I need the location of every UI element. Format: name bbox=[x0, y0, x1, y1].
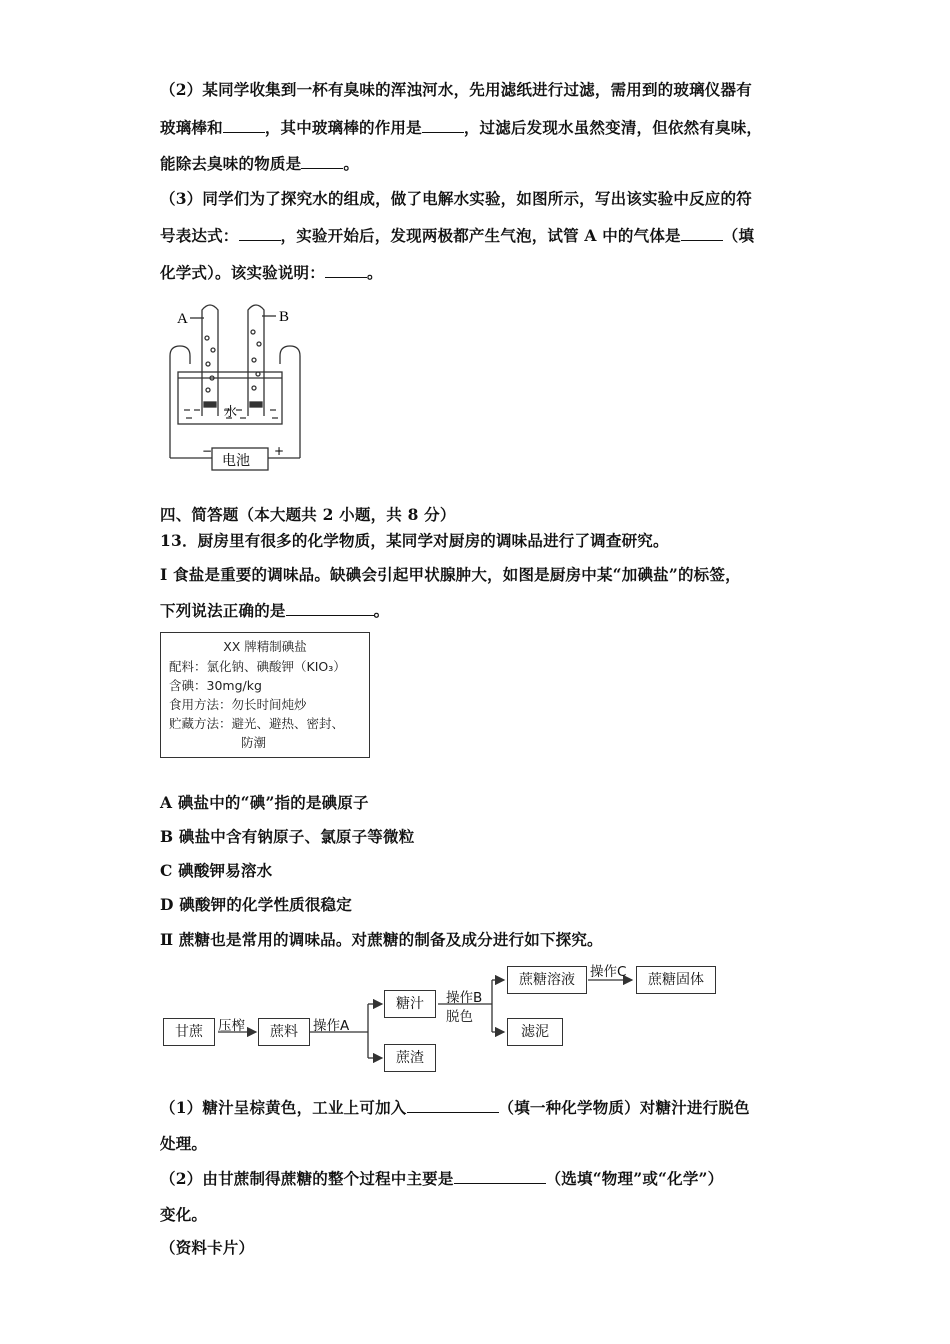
text: B 碘盐中含有钠原子、氯原子等微粒 bbox=[160, 827, 415, 846]
section-heading bbox=[160, 503, 456, 525]
part1-line1 bbox=[160, 563, 741, 585]
text: （填 bbox=[722, 226, 755, 245]
minus-sign: − bbox=[202, 444, 213, 458]
tube-b-label: B bbox=[279, 309, 290, 325]
q12-p2-line1 bbox=[160, 78, 752, 100]
text: C 碘酸钾易溶水 bbox=[160, 861, 273, 880]
info-card-heading bbox=[160, 1236, 254, 1258]
battery-label: 电池 bbox=[222, 453, 250, 469]
answer-blank[interactable] bbox=[223, 118, 265, 133]
flow-yazha-label: 压榨 bbox=[218, 1018, 245, 1034]
answer-blank[interactable] bbox=[422, 118, 464, 133]
answer-blank[interactable] bbox=[239, 226, 281, 241]
flow-zheliao: 蔗料 bbox=[258, 1018, 310, 1046]
text: D 碘酸钾的化学性质很稳定 bbox=[160, 895, 352, 914]
text: ，实验开始后，发现两极都产生气泡，试管 A 中的气体是 bbox=[280, 226, 681, 245]
salt-label-usage: 食用方法：勿长时间炖炒 bbox=[169, 697, 307, 712]
text: 变化。 bbox=[160, 1205, 208, 1224]
flow-op-c-label: 操作C bbox=[590, 964, 627, 980]
text: （1）糖汁呈棕黄色，工业上可加入 bbox=[160, 1098, 407, 1117]
text: Ⅰ 食盐是重要的调味品。缺碘会引起甲状腺肿大，如图是厨房中某“加碘盐”的标签， bbox=[160, 565, 741, 584]
tube-a-label: A bbox=[177, 311, 188, 327]
text: ，过滤后发现水虽然变清，但依然有臭味， bbox=[463, 118, 763, 137]
text: （2）由甘蔗制得蔗糖的整个过程中主要是 bbox=[160, 1169, 454, 1188]
flow-ganzhe: 甘蔗 bbox=[163, 1018, 215, 1046]
q12-p2-line3 bbox=[160, 152, 359, 174]
text: 13．厨房里有很多的化学物质，某同学对厨房的调味品进行了调查研究。 bbox=[160, 531, 669, 550]
text: Ⅱ 蔗糖也是常用的调味品。对蔗糖的制备及成分进行如下探究。 bbox=[160, 930, 603, 949]
option-b[interactable] bbox=[160, 825, 414, 847]
salt-label bbox=[160, 632, 370, 758]
text: 玻璃棒和 bbox=[160, 118, 223, 137]
q-sugar-2-line2 bbox=[160, 1203, 207, 1225]
text: A 碘盐中的“碘”指的是碘原子 bbox=[160, 793, 369, 812]
text: 。 bbox=[343, 154, 360, 173]
salt-label-storage: 贮藏方法：避光、避热、密封、 bbox=[169, 716, 345, 731]
salt-label-storage-cont: 防潮 bbox=[241, 735, 267, 750]
flow-tangzhi: 糖汁 bbox=[384, 990, 436, 1018]
q-sugar-1-line1 bbox=[160, 1096, 750, 1118]
text: （3）同学们为了探究水的组成，做了电解水实验，如图所示，写出该实验中反应的符 bbox=[160, 189, 752, 208]
text: 。 bbox=[373, 601, 390, 620]
q-sugar-2-line1 bbox=[160, 1167, 723, 1189]
plus-sign: + bbox=[274, 444, 285, 458]
option-c[interactable] bbox=[160, 859, 272, 881]
text: （2）某同学收集到一杯有臭味的浑浊河水，先用滤纸进行过滤，需用到的玻璃仪器有 bbox=[160, 80, 752, 99]
part2-intro bbox=[160, 928, 603, 950]
salt-label-iodine: 含碘：30mg/kg bbox=[169, 678, 262, 693]
answer-blank[interactable] bbox=[325, 263, 367, 278]
option-d[interactable] bbox=[160, 893, 352, 915]
water-label: 水 bbox=[224, 405, 238, 420]
q12-p2-line2 bbox=[160, 116, 762, 138]
text: （填一种化学物质）对糖汁进行脱色 bbox=[498, 1098, 750, 1117]
option-a[interactable] bbox=[160, 791, 369, 813]
answer-blank[interactable] bbox=[454, 1169, 546, 1184]
text: 化学式）。该实验说明： bbox=[160, 263, 325, 282]
text: 下列说法正确的是 bbox=[160, 601, 286, 620]
answer-blank[interactable] bbox=[301, 154, 343, 169]
text: ，其中玻璃棒的作用是 bbox=[264, 118, 422, 137]
answer-blank[interactable] bbox=[681, 226, 723, 241]
q12-p3-line3 bbox=[160, 261, 383, 283]
q12-p3-line1 bbox=[160, 187, 752, 209]
q12-p3-line2 bbox=[160, 224, 754, 246]
q13-intro bbox=[160, 529, 669, 551]
text: 能除去臭味的物质是 bbox=[160, 154, 302, 173]
q-sugar-1-line2 bbox=[160, 1132, 207, 1154]
answer-blank[interactable] bbox=[286, 601, 374, 616]
flow-tuose-label: 脱色 bbox=[446, 1009, 473, 1025]
salt-label-ingredients: 配料：氯化钠、碘酸钾（KIO₃） bbox=[169, 659, 346, 674]
text: 四、简答题（本大题共 2 小题，共 8 分） bbox=[160, 505, 456, 524]
flow-zhezha: 蔗渣 bbox=[384, 1044, 436, 1072]
flow-guti: 蔗糖固体 bbox=[636, 966, 716, 994]
electrolysis-diagram bbox=[160, 298, 310, 474]
salt-label-title: XX 牌精制碘盐 bbox=[223, 639, 307, 654]
flow-op-a-label: 操作A bbox=[313, 1018, 350, 1034]
flow-op-b-label: 操作B bbox=[446, 990, 483, 1006]
text: 号表达式： bbox=[160, 226, 239, 245]
flow-luni: 滤泥 bbox=[507, 1018, 563, 1046]
part1-line2 bbox=[160, 599, 389, 621]
text: 。 bbox=[366, 263, 383, 282]
text: （资料卡片） bbox=[160, 1238, 255, 1257]
text: 处理。 bbox=[160, 1134, 208, 1153]
answer-blank[interactable] bbox=[407, 1098, 499, 1113]
text: （选填“物理”或“化学”） bbox=[545, 1169, 724, 1188]
flow-rongye: 蔗糖溶液 bbox=[507, 966, 587, 994]
